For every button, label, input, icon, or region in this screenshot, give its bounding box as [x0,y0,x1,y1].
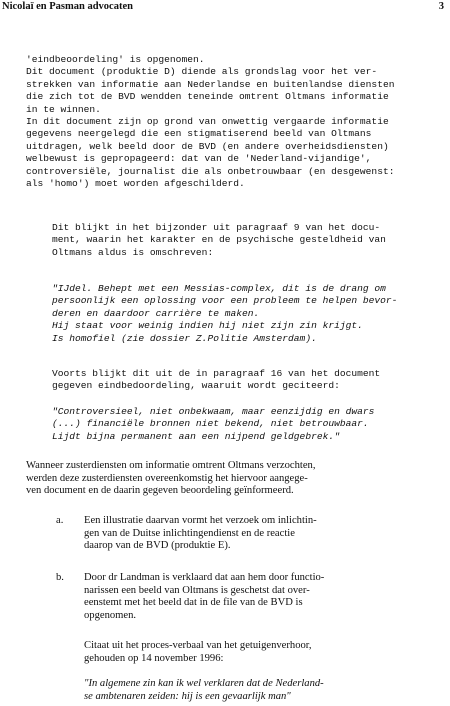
quote-line: se ambtenaren zeiden: hij is een gevaarlijk man" [84,690,291,702]
quote-line: "In algemene zin kan ik wel verklaren dat de Nederland- [84,678,324,689]
text-line: narissen een beeld van Oltmans is geschetst dat over- [84,584,310,596]
page-header [2,1,444,15]
paragraph-section-9 [52,222,386,259]
text-line: gegeven eindbedoordeling, waaruit wordt geciteerd: [52,380,340,392]
quote-line: persoonlijk een oplossing voor een probleem te helpen bevor- [52,295,398,307]
quote-line: Lijdt bijna permanent aan een nijpend geldgebrek." [52,430,340,442]
text-line: Door dr Landman is verklaard dat aan hem door functio- [84,572,325,583]
paragraph-section-16 [52,368,380,393]
list-item-a [84,515,317,553]
quote-line: Hij staat voor weinig indien hij niet zijn zin krijgt. [52,320,363,332]
text-line: Dit document (produktie D) diende als grondslag voor het ver- [26,66,378,78]
text-line: eenstemt met het beeld dat in de file van de BVD is [84,597,303,609]
list-item-b [84,572,324,622]
paragraph-citation [84,640,312,665]
quote-testimony [84,678,324,703]
text-line: daarop van de BVD (produktie E). [84,540,231,552]
text-line: ven document en de daarin gegeven beoordeling geïnformeerd. [26,485,294,497]
firm-name: Nicolaï en Pasman advocaten [2,1,133,12]
text-line: ment, waarin het karakter en de psychische gesteldheid van [52,234,386,246]
text-line: als 'homo') moet worden afgeschilderd. [26,178,245,190]
paragraph-intro [26,54,394,190]
text-line: 'eindbeoordeling' is opgenomen. [26,54,205,65]
text-line: In dit document zijn op grond van onwettig vergaarde informatie [26,116,389,128]
text-line: Een illustratie daarvan vormt het verzoek om inlichtin- [84,515,317,526]
text-line: gegevens neergelegd die een stigmatiserend beeld van Oltmans [26,128,372,140]
text-line: in te winnen. [26,103,101,115]
quote-section-16 [52,406,374,443]
list-item-label-b: b. [56,572,64,583]
text-line: gehouden op 14 november 1996: [84,652,224,664]
text-line: gen van de Duitse inlichtingendienst en de reactie [84,527,295,539]
text-line: uitdragen, welk beeld door de BVD (en andere overheidsdiensten) [26,140,389,152]
quote-section-9 [52,283,397,345]
text-line: Wanneer zusterdiensten om informatie omtrent Oltmans verzochten, [26,460,316,471]
text-line: controversiële, journalist die als onbetrouwbaar (en desgewenst: [26,165,395,177]
text-line: opgenomen. [84,609,137,621]
paragraph-sister-services [26,460,316,498]
quote-line: Is homofiel (zie dossier Z.Politie Amsterdam). [52,332,317,344]
text-line: strekken van informatie aan Nederlandse en buitenlandse diensten [26,78,395,90]
text-line: welbewust is gepropageerd: dat van de 'Nederland-vijandige', [26,153,372,165]
page-number: 3 [438,1,444,12]
text-line: Citaat uit het proces-verbaal van het getuigenverhoor, [84,640,312,651]
text-line: Dit blijkt in het bijzonder uit paragraaf 9 van het docu- [52,222,381,233]
quote-line: deren en daardoor carrière te maken. [52,307,260,319]
text-line: Oltmans aldus is omschreven: [52,246,214,258]
quote-line: "IJdel. Behept met een Messias-complex, dit is de drang om [52,283,386,294]
text-line: Voorts blijkt dit uit de in paragraaf 16 van het document [52,368,381,379]
quote-line: (...) financiële bronnen niet bekend, niet betrouwbaar. [52,418,369,430]
text-line: werden deze zusterdiensten overeenkomstig het hiervoor aangege- [26,472,308,484]
quote-line: "Controversieel, niet onbekwaam, maar eenzijdig en dwars [52,406,375,417]
list-item-label-a: a. [56,515,64,526]
text-line: die zich tot de BVD wendden teneinde omtrent Oltmans informatie [26,91,389,103]
